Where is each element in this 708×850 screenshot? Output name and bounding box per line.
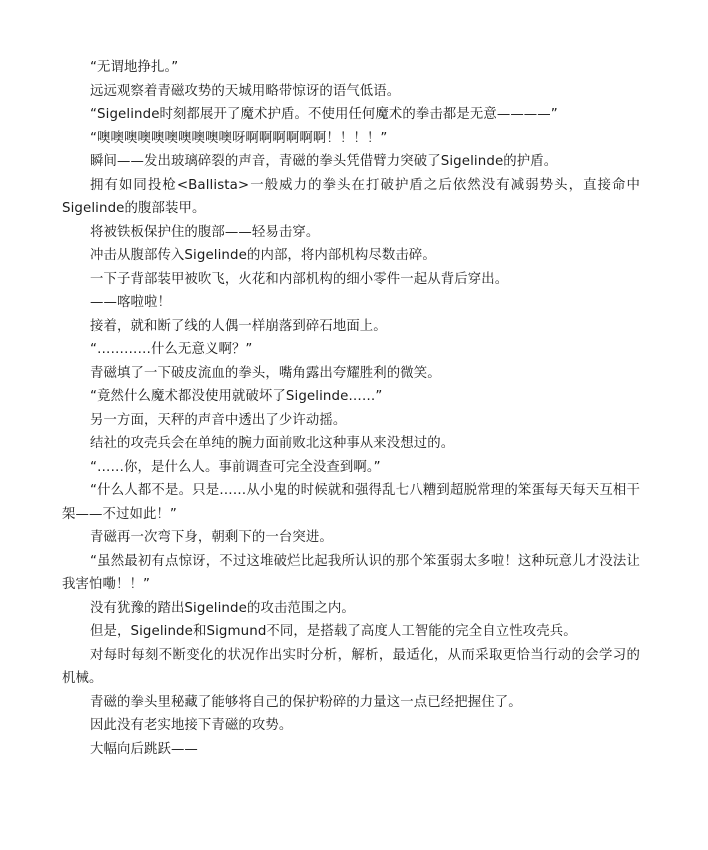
paragraph: 大幅向后跳跃—— (90, 741, 198, 757)
paragraph: 青磁填了一下破皮流血的拳头，嘴角露出夸耀胜利的微笑。 (90, 365, 441, 381)
paragraph: 一下子背部装甲被吹飞，火花和内部机构的细小零件一起从背后穿出。 (90, 271, 509, 287)
paragraph: “…………什么无意义啊？” (90, 342, 253, 357)
paragraph: “虽然最初有点惊讶，不过这堆破烂比起我所认识的那个笨蛋弱太多啦！这种玩意儿才没法让我害怕嘞！！” (62, 553, 640, 592)
paragraph: 接着，就和断了线的人偶一样崩落到碎石地面上。 (90, 318, 387, 334)
paragraph: 结社的攻壳兵会在单纯的腕力面前败北这种事从来没想过的。 (90, 436, 455, 451)
paragraph: 没有犹豫的踏出Sigelinde的攻击范围之内。 (90, 600, 355, 616)
document-body (62, 56, 640, 761)
paragraph: 将被铁板保护住的腹部——轻易击穿。 (90, 224, 320, 240)
paragraph: “Sigelinde时刻都展开了魔术护盾。不使用任何魔术的拳击都是无意————” (90, 107, 558, 122)
paragraph: 因此没有老实地接下青磁的攻势。 (90, 718, 293, 733)
paragraph: ——喀啦啦！ (90, 295, 171, 310)
paragraph: “……你，是什么人。事前调查可完全没查到啊。” (90, 459, 381, 475)
paragraph: “竟然什么魔术都没使用就破坏了Sigelinde……” (90, 389, 383, 404)
paragraph: 但是，Sigelinde和Sigmund不同，是搭载了高度人工智能的完全自立性攻壳兵。 (90, 624, 577, 639)
paragraph: 青磁的拳头里秘藏了能够将自己的保护粉碎的力量这一点已经把握住了。 (90, 694, 522, 710)
paragraph: 对每时每刻不断变化的状况作出实时分析，解析，最适化，从而采取更恰当行动的会学习的机械。 (62, 647, 640, 686)
paragraph: “噢噢噢噢噢噢噢噢噢噢呀啊啊啊啊啊啊！！！！” (90, 130, 388, 146)
paragraph: “什么人都不是。只是……从小鬼的时候就和强得乱七八糟到超脱常理的笨蛋每天每天互相干架——不过如此！” (62, 483, 640, 522)
paragraph: 另一方面，天秤的声音中透出了少许动摇。 (90, 412, 347, 428)
paragraph: 青磁再一次弯下身，朝剩下的一台突进。 (90, 530, 333, 545)
paragraph: “无谓地挣扎。” (90, 60, 179, 75)
paragraph: 拥有如同投枪<Ballista>一般威力的拳头在打破护盾之后依然没有减弱势头，直接命中Sigelinde的腹部装甲。 (62, 177, 640, 216)
paragraph: 冲击从腹部传入Sigelinde的内部，将内部机构尽数击碎。 (90, 248, 436, 263)
paragraph: 瞬间——发出玻璃碎裂的声音，青磁的拳头凭借臂力突破了Sigelinde的护盾。 (90, 154, 558, 169)
paragraph: 远远观察着青磁攻势的天城用略带惊讶的语气低语。 (90, 83, 401, 99)
